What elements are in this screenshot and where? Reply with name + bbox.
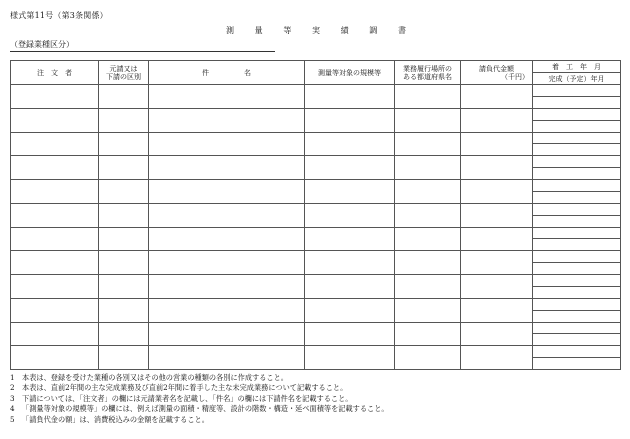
- cell-client[interactable]: [11, 275, 99, 299]
- header-name: 件 名: [149, 61, 305, 85]
- cell-amount[interactable]: [461, 85, 533, 109]
- cell-completion[interactable]: [533, 286, 621, 298]
- cell-name[interactable]: [149, 227, 305, 251]
- cell-start[interactable]: [533, 132, 621, 144]
- cell-amount[interactable]: [461, 227, 533, 251]
- cell-location[interactable]: [395, 156, 461, 180]
- cell-name[interactable]: [149, 203, 305, 227]
- cell-completion[interactable]: [533, 120, 621, 132]
- table-row: [11, 322, 621, 334]
- cell-completion[interactable]: [533, 168, 621, 180]
- cell-location[interactable]: [395, 85, 461, 109]
- cell-location[interactable]: [395, 346, 461, 370]
- cell-scale[interactable]: [305, 85, 395, 109]
- cell-client[interactable]: [11, 156, 99, 180]
- cell-scale[interactable]: [305, 180, 395, 204]
- table-row: [11, 156, 621, 168]
- cell-contract-type[interactable]: [99, 132, 149, 156]
- cell-contract-type[interactable]: [99, 203, 149, 227]
- cell-name[interactable]: [149, 346, 305, 370]
- cell-contract-type[interactable]: [99, 108, 149, 132]
- note-text: 下請については、「注文者」の欄には元請業者名を記載し、「件名」の欄には下請件名を記載すること。: [22, 393, 353, 403]
- cell-start[interactable]: [533, 227, 621, 239]
- table-row: [11, 275, 621, 287]
- cell-start[interactable]: [533, 275, 621, 287]
- header-contract-type: [99, 61, 149, 85]
- header-completion: 完成（予定）年月: [533, 73, 621, 85]
- cell-contract-type[interactable]: [99, 180, 149, 204]
- cell-name[interactable]: [149, 298, 305, 322]
- cell-contract-type[interactable]: [99, 227, 149, 251]
- note-number: 2: [10, 383, 15, 393]
- cell-amount[interactable]: [461, 275, 533, 299]
- cell-location[interactable]: [395, 180, 461, 204]
- cell-contract-type[interactable]: [99, 322, 149, 346]
- notes: [10, 373, 389, 425]
- cell-start[interactable]: [533, 251, 621, 263]
- cell-completion[interactable]: [533, 191, 621, 203]
- cell-location[interactable]: [395, 251, 461, 275]
- cell-scale[interactable]: [305, 346, 395, 370]
- note-number: 5: [10, 414, 15, 424]
- table-row: [11, 203, 621, 215]
- cell-contract-type[interactable]: [99, 298, 149, 322]
- title-char: 調: [369, 26, 378, 35]
- table-row: [11, 251, 621, 263]
- title-char: 書: [397, 26, 406, 35]
- cell-location[interactable]: [395, 322, 461, 346]
- title-char: 実: [311, 26, 320, 35]
- cell-client[interactable]: [11, 132, 99, 156]
- cell-start[interactable]: [533, 108, 621, 120]
- cell-completion[interactable]: [533, 239, 621, 251]
- cell-scale[interactable]: [305, 227, 395, 251]
- note-text: 「測量等対象の規模等」の欄には、例えば測量の面積・精度等、設計の階数・構造・延べ面積等を記載すること。: [22, 404, 389, 414]
- cell-start[interactable]: [533, 85, 621, 97]
- cell-scale[interactable]: [305, 203, 395, 227]
- table-row: [11, 346, 621, 358]
- cell-location[interactable]: [395, 227, 461, 251]
- cell-completion[interactable]: [533, 358, 621, 370]
- cell-client[interactable]: [11, 203, 99, 227]
- cell-location[interactable]: [395, 275, 461, 299]
- cell-scale[interactable]: [305, 108, 395, 132]
- table-row: [11, 298, 621, 310]
- cell-client[interactable]: [11, 180, 99, 204]
- cell-contract-type[interactable]: [99, 346, 149, 370]
- header-amount-unit: （千円）: [501, 72, 529, 81]
- cell-start[interactable]: [533, 156, 621, 168]
- record-table: [10, 60, 621, 370]
- cell-location[interactable]: [395, 203, 461, 227]
- table-row: [11, 227, 621, 239]
- header-contract-type-line2: 下請の区別: [106, 72, 141, 81]
- cell-completion[interactable]: [533, 144, 621, 156]
- cell-start[interactable]: [533, 298, 621, 310]
- note-number: 4: [10, 404, 15, 414]
- cell-client[interactable]: [11, 322, 99, 346]
- cell-client[interactable]: [11, 227, 99, 251]
- table-row: [11, 132, 621, 144]
- cell-amount[interactable]: [461, 203, 533, 227]
- cell-client[interactable]: [11, 298, 99, 322]
- note-item: [10, 383, 389, 393]
- cell-completion[interactable]: [533, 215, 621, 227]
- header-location-line2: ある都道府県名: [403, 72, 452, 81]
- table-row: [11, 180, 621, 192]
- note-item: [10, 404, 389, 414]
- note-item: [10, 373, 389, 383]
- cell-scale[interactable]: [305, 251, 395, 275]
- header-start: 着 工 年 月: [533, 61, 621, 73]
- title-char: 量: [254, 26, 263, 35]
- cell-amount[interactable]: [461, 322, 533, 346]
- title-char: 績: [340, 26, 349, 35]
- document-title: [226, 25, 406, 36]
- cell-amount[interactable]: [461, 346, 533, 370]
- cell-amount[interactable]: [461, 108, 533, 132]
- cell-location[interactable]: [395, 108, 461, 132]
- cell-name[interactable]: [149, 251, 305, 275]
- note-text: 「請負代金の額」は、消費税込みの金額を記載すること。: [22, 414, 209, 424]
- header-scale: 測量等対象の規模等: [305, 61, 395, 85]
- form-number: 様式第11号（第3条関係）: [10, 11, 108, 20]
- category-field[interactable]: [10, 39, 275, 52]
- cell-contract-type[interactable]: [99, 156, 149, 180]
- cell-contract-type[interactable]: [99, 251, 149, 275]
- header-client: 注 文 者: [11, 61, 99, 85]
- cell-scale[interactable]: [305, 275, 395, 299]
- cell-name[interactable]: [149, 156, 305, 180]
- header-amount-label: 請負代金額: [479, 64, 514, 73]
- cell-contract-type[interactable]: [99, 275, 149, 299]
- cell-client[interactable]: [11, 346, 99, 370]
- cell-contract-type[interactable]: [99, 85, 149, 109]
- cell-amount[interactable]: [461, 251, 533, 275]
- cell-name[interactable]: [149, 85, 305, 109]
- note-number: 1: [10, 373, 15, 382]
- header-location: [395, 61, 461, 85]
- cell-name[interactable]: [149, 275, 305, 299]
- cell-amount[interactable]: [461, 132, 533, 156]
- cell-name[interactable]: [149, 132, 305, 156]
- cell-amount[interactable]: [461, 180, 533, 204]
- title-char: 測: [226, 26, 234, 35]
- cell-completion[interactable]: [533, 310, 621, 322]
- note-item: [10, 415, 389, 425]
- cell-client[interactable]: [11, 108, 99, 132]
- cell-name[interactable]: [149, 322, 305, 346]
- cell-client[interactable]: [11, 85, 99, 109]
- note-text: 本表は、直前2年間の主な完成業務及び直前2年間に着手した主な未完成業務について記載すること。: [22, 383, 348, 393]
- cell-completion[interactable]: [533, 263, 621, 275]
- cell-completion[interactable]: [533, 334, 621, 346]
- table-row: [11, 85, 621, 97]
- table-row: [11, 108, 621, 120]
- cell-start[interactable]: [533, 322, 621, 334]
- cell-location[interactable]: [395, 298, 461, 322]
- cell-amount[interactable]: [461, 298, 533, 322]
- cell-client[interactable]: [11, 251, 99, 275]
- cell-amount[interactable]: [461, 156, 533, 180]
- cell-scale[interactable]: [305, 156, 395, 180]
- note-text: 本表は、登録を受けた業種の各別又はその他の営業の種類の各別に作成すること。: [22, 373, 288, 382]
- note-item: [10, 394, 389, 404]
- cell-start[interactable]: [533, 203, 621, 215]
- cell-start[interactable]: [533, 180, 621, 192]
- cell-name[interactable]: [149, 108, 305, 132]
- cell-scale[interactable]: [305, 322, 395, 346]
- cell-location[interactable]: [395, 132, 461, 156]
- header-contract-type-line1: 元請又は: [109, 64, 138, 73]
- cell-completion[interactable]: [533, 96, 621, 108]
- cell-name[interactable]: [149, 180, 305, 204]
- category-label: （登録業種区分）: [10, 40, 74, 49]
- note-number: 3: [10, 393, 15, 403]
- title-char: 等: [283, 26, 292, 35]
- header-location-line1: 業務履行場所の: [403, 64, 452, 73]
- cell-start[interactable]: [533, 346, 621, 358]
- cell-scale[interactable]: [305, 132, 395, 156]
- header-amount: [461, 61, 533, 85]
- cell-scale[interactable]: [305, 298, 395, 322]
- table-body: [11, 85, 621, 370]
